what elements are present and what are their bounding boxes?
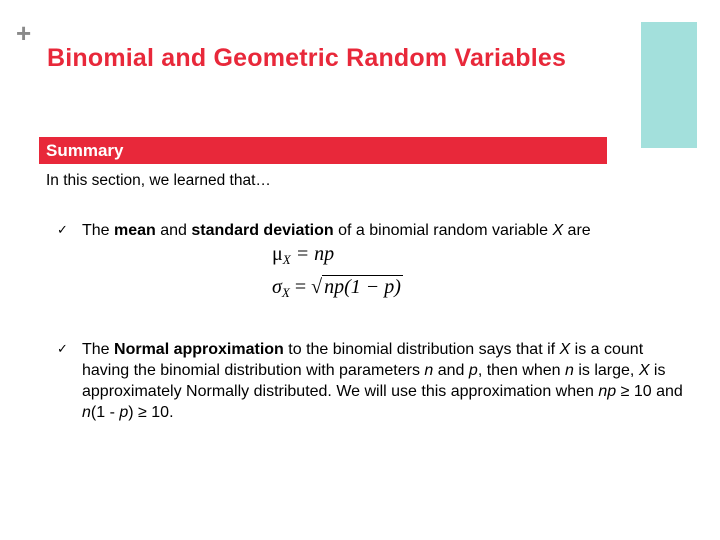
intro-text: In this section, we learned that… — [46, 172, 271, 189]
accent-block — [641, 22, 697, 148]
checkmark-icon: ✓ — [57, 223, 68, 238]
bullet-text: The Normal approximation to the binomial distribution says that if X is a count having the binomial distribution with parameters n and p, then when n is large, X is approximately Normally distributed. We will use this approximation when np ≥ 10 and n(1 - p) ≥ 10. — [82, 341, 683, 421]
bullet-normal-approx — [57, 339, 687, 423]
sqrt-symbol: √ — [311, 276, 323, 298]
summary-label: Summary — [46, 141, 124, 160]
checkmark-icon: ✓ — [57, 342, 68, 357]
bullet-text: The mean and standard deviation of a binomial random variable X are — [82, 222, 591, 239]
mean-formula: $\mu_X$ = np — [272, 243, 335, 267]
slide-title: Binomial and Geometric Random Variables — [47, 44, 567, 72]
summary-bar — [39, 137, 607, 164]
sd-formula: $\sigma_X$ = √ np(1 − p) — [272, 276, 401, 300]
bullet-mean-sd — [57, 220, 591, 241]
plus-decoration: + — [16, 18, 32, 48]
